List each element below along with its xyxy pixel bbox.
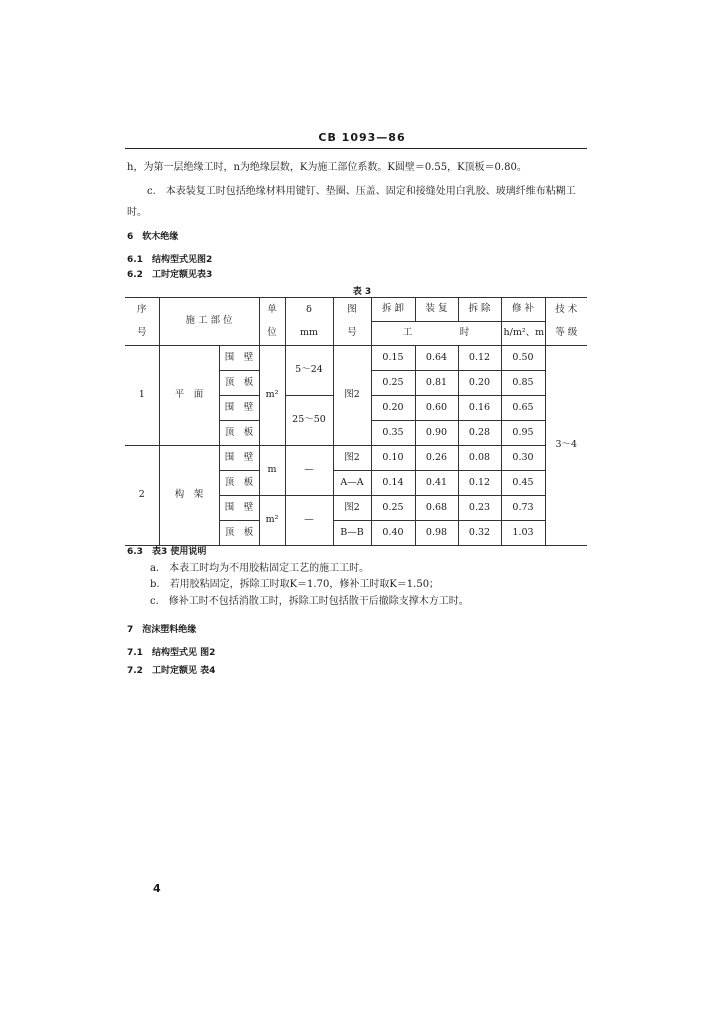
row-part: 顶 板 <box>219 371 259 396</box>
cell-value: 0.12 <box>458 346 501 371</box>
cell-value: 0.65 <box>501 396 545 421</box>
row-part: 围 壁 <box>219 346 259 371</box>
cell-value: 0.10 <box>371 446 415 471</box>
section-6-3-title: 6.3 表3 使用说明 <box>127 547 207 557</box>
th-hours: 工 时 <box>371 322 501 346</box>
cell-value: 0.25 <box>371 371 415 396</box>
cell-value: 0.35 <box>371 421 415 446</box>
table-row <box>125 446 587 471</box>
row-part: 围 壁 <box>219 446 259 471</box>
group-2-unit-b: m² <box>259 496 285 546</box>
cell-value: 0.25 <box>371 496 415 521</box>
th-unit: 单 位 <box>259 298 285 346</box>
cell-value: 0.20 <box>458 371 501 396</box>
cell-value: 0.20 <box>371 396 415 421</box>
cell-value: 0.45 <box>501 471 545 496</box>
group-1-delta-b: 25～50 <box>285 396 333 446</box>
section-6-1: 6.1 结构型式见图2 <box>127 255 213 265</box>
intro-line-1: h，为第一层绝缘工时，n为绝缘层数，K为施工部位系数。K圆壁＝0.55，K顶板＝0.80。 <box>127 162 527 173</box>
cell-value: 0.90 <box>415 421 458 446</box>
cell-value: 0.85 <box>501 371 545 396</box>
row-part: 顶 板 <box>219 421 259 446</box>
cell-value: 0.15 <box>371 346 415 371</box>
section-6-title: 6 软木绝缘 <box>127 232 179 242</box>
table-3-caption: 表 3 <box>352 287 372 297</box>
th-hour-unit: h/m²、m <box>501 322 545 346</box>
note-a: a. 本表工时均为不用胶粘固定工艺的施工工时。 <box>150 563 370 574</box>
group-2-dash-b: — <box>285 496 333 546</box>
tech-level: 3～4 <box>545 346 587 546</box>
cell-value: 0.60 <box>415 396 458 421</box>
group-2-name: 构 架 <box>159 446 219 546</box>
group-2-fig-b: A—A <box>333 471 371 496</box>
cell-value: 0.40 <box>371 521 415 546</box>
group-1-delta-a: 5～24 <box>285 346 333 396</box>
section-6-2: 6.2 工时定额见表3 <box>127 270 213 280</box>
th-fig: 图 号 <box>333 298 371 346</box>
cell-value: 0.98 <box>415 521 458 546</box>
group-2-fig-a: 图2 <box>333 446 371 471</box>
cell-value: 0.30 <box>501 446 545 471</box>
cell-value: 0.50 <box>501 346 545 371</box>
group-1-no: 1 <box>125 346 159 446</box>
cell-value: 0.32 <box>458 521 501 546</box>
th-part: 施 工 部 位 <box>159 298 259 346</box>
cell-value: 1.03 <box>501 521 545 546</box>
cell-value: 0.26 <box>415 446 458 471</box>
row-part: 顶 板 <box>219 521 259 546</box>
cell-value: 0.81 <box>415 371 458 396</box>
section-7-title: 7 泡沫塑料绝缘 <box>127 625 197 635</box>
cell-value: 0.14 <box>371 471 415 496</box>
cell-value: 0.16 <box>458 396 501 421</box>
cell-value: 0.41 <box>415 471 458 496</box>
cell-value: 0.28 <box>458 421 501 446</box>
group-1-unit: m² <box>259 346 285 446</box>
row-part: 围 壁 <box>219 496 259 521</box>
standard-header: CB 1093—86 <box>318 131 406 144</box>
th-repair: 修 补 <box>501 298 545 322</box>
group-2-fig-c: 图2 <box>333 496 371 521</box>
group-1-fig: 图2 <box>333 346 371 446</box>
th-delta: δ mm <box>285 298 333 346</box>
section-7-1: 7.1 结构型式见 图2 <box>127 648 216 658</box>
group-2-unit-a: m <box>259 446 285 496</box>
group-2-dash-a: — <box>285 446 333 496</box>
cell-value: 0.64 <box>415 346 458 371</box>
cell-value: 0.23 <box>458 496 501 521</box>
th-seq: 序 号 <box>125 298 159 346</box>
cell-value: 0.95 <box>501 421 545 446</box>
group-2-fig-d: B—B <box>333 521 371 546</box>
group-1-name: 平 面 <box>159 346 219 446</box>
th-demolish: 拆 除 <box>458 298 501 322</box>
note-c: c. 修补工时不包括消散工时，拆除工时包括散干后撤除支撑木方工时。 <box>150 596 469 607</box>
group-2-no: 2 <box>125 446 159 546</box>
th-tech: 技 术 等 级 <box>545 298 587 346</box>
row-part: 顶 板 <box>219 471 259 496</box>
cell-value: 0.73 <box>501 496 545 521</box>
row-part: 围 壁 <box>219 396 259 421</box>
intro-line-3: 时。 <box>127 207 147 218</box>
cell-value: 0.68 <box>415 496 458 521</box>
table-3 <box>125 297 587 546</box>
note-b: b. 若用胶粘固定，拆除工时取K＝1.70，修补工时取K＝1.50； <box>150 579 440 590</box>
intro-line-2: c. 本表装复工时包括绝缘材料用键钉、垫圈、压盖、固定和接缝处用白乳胶、玻璃纤维布粘糊工 <box>147 186 576 197</box>
th-install: 装 复 <box>415 298 458 322</box>
th-remove: 拆 卸 <box>371 298 415 322</box>
table-row <box>125 346 587 371</box>
page-number: 4 <box>153 882 161 895</box>
cell-value: 0.12 <box>458 471 501 496</box>
header-rule <box>125 148 587 149</box>
section-7-2: 7.2 工时定额见 表4 <box>127 666 216 676</box>
cell-value: 0.08 <box>458 446 501 471</box>
